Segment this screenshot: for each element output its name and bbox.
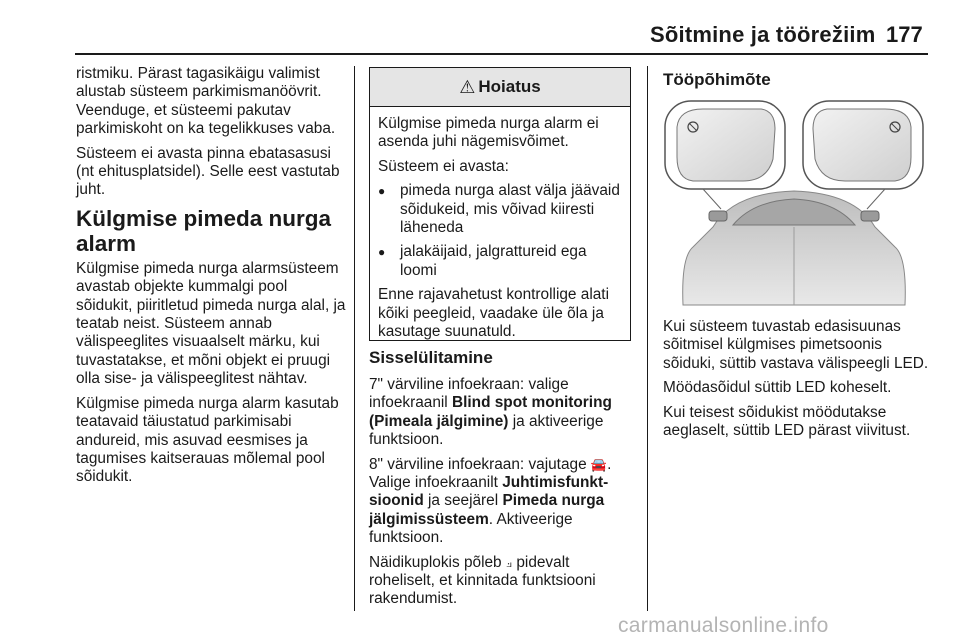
paragraph: ristmiku. Pärast tagasikäigu valimist alustab süsteem parkimismanöövrit. Veenduge, et süsteemi pakutav parkimiskoht on ka tegelikkuses vaba. [76, 65, 336, 138]
text: Näidikuplokis põleb [369, 553, 506, 571]
subsection-heading: Sisselülitamine [369, 348, 493, 367]
warning-body [370, 107, 630, 341]
text: 8" värviline infoekraan: vajutage [369, 455, 591, 473]
warning-paragraph: Külgmise pimeda nurga alarm ei asenda juhi nägemisvõimet. [378, 115, 599, 151]
text: . Valige infoekraanilt [369, 455, 612, 492]
list-item: ● jalakäijaid, jalgrattureid ega loomi [378, 243, 622, 280]
watermark: carmanualsonline.info [618, 614, 829, 637]
list-item: ● pimeda nurga alast välja jäävaid sõidukeid, mis võivad kiiresti läheneda [378, 182, 622, 237]
text: . Aktiveerige funktsioon. [369, 510, 573, 547]
text: ja aktiveerige funktsioon. [369, 412, 604, 449]
blind-spot-indicator-icon: ⟓ [505, 554, 513, 570]
page-number: 177 [886, 22, 923, 47]
warning-header [370, 68, 630, 107]
warning-paragraph: Süsteem ei avasta: [378, 157, 509, 175]
section-heading: Külgmise pimeda nurga alarm [76, 205, 332, 256]
warning-title: Hoiatus [478, 77, 541, 96]
car-rear-view [683, 191, 906, 305]
page-header-title: Sõitmine ja töörežiim [650, 22, 876, 47]
column-divider-left [354, 66, 355, 611]
column-middle [369, 376, 639, 615]
column-left [76, 65, 348, 493]
paragraph: Külgmise pimeda nurga alarm kasutab teatavaid täiustatud parkimisabi andureid, mis asuvad eesmises ja tagumises kaitserauas mõlemal pool sõidukit. [76, 394, 339, 486]
text: ja seejärel [423, 492, 503, 510]
paragraph [369, 456, 639, 548]
subsection-heading: Tööpõhimõte [663, 70, 771, 89]
paragraph: Süsteem ei avasta pinna ebatasasusi (nt ehitusplatsidel). Selle eest vastutab juht. [76, 144, 340, 199]
right-mirror [803, 101, 923, 209]
left-mirror [665, 101, 785, 209]
menu-term: Pimeda nurga jälgimissüsteem [369, 492, 605, 528]
header-rule [75, 53, 928, 55]
warning-triangle-icon: ⚠ [459, 76, 476, 97]
column-divider-right [647, 66, 648, 611]
text: 7" värviline infoekraan: valige infoekraanil [369, 376, 569, 412]
text: pidevalt roheliselt, et kinnitada funktsiooni rakendumist. [369, 553, 596, 608]
menu-term: Juhtimisfunkt-sioonid [369, 474, 609, 510]
paragraph [369, 554, 639, 609]
paragraph: Kui süsteem tuvastab edasisuunas sõitmisel külgmises pimetsoonis sõiduki, süttib vastava välispeegli LED. [663, 318, 929, 372]
paragraph: Külgmise pimeda nurga alarmsüsteem avastab objekte kummalgi pool sõidukit, piiritletud pimeda nurga alal, ja teatab neist. Süsteem annab välispeeglites visuaalselt märku, kui tuvastatakse, et mõni objekt ei pruugi olla sise- ja välispeeglitest nähtav. [76, 259, 346, 388]
warning-box [369, 67, 631, 341]
car-settings-icon: 🚘 [590, 456, 608, 472]
warning-paragraph: Enne rajavahetust kontrollige alati kõiki peegleid, vaadake üle õla ja kasutage suunatuld. [378, 286, 610, 341]
menu-term: Blind spot monitoring (Pimeala jälgimine) [369, 394, 612, 430]
warning-list [378, 182, 622, 280]
paragraph [369, 376, 639, 450]
column-right [663, 318, 933, 446]
mirror-led-illustration [663, 97, 925, 307]
paragraph: Möödasõidul süttib LED koheselt. [663, 379, 892, 397]
paragraph: Kui teisest sõidukist möödutakse aeglaselt, süttib LED pärast viivitust. [663, 403, 911, 440]
